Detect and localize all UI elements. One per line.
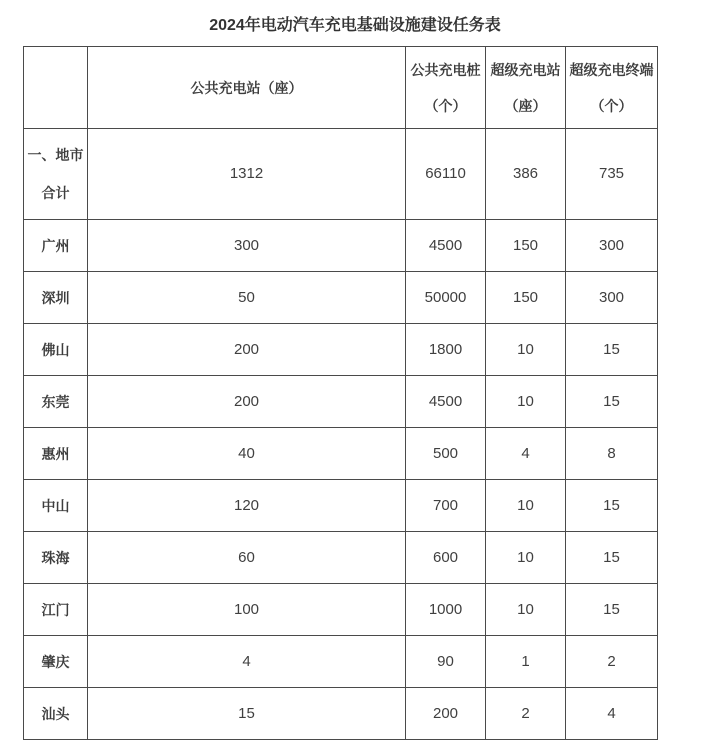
table-row-huizhou [24,428,658,480]
public-piles-value: 200 [406,688,486,740]
table-row-jiangmen [24,584,658,636]
table-row-shenzhen [24,272,658,324]
page-title: 2024年电动汽车充电基础设施建设任务表 [209,17,501,34]
table-header-row [24,47,658,129]
public-piles-value: 90 [406,636,486,688]
public-stations-value: 200 [88,376,406,428]
super-stations-value: 2 [486,688,566,740]
row-label: 江门 [24,584,88,636]
row-label: 一、地市合计 [24,129,88,220]
table-row-zhaoqing [24,636,658,688]
super-terminals-value: 735 [566,129,658,220]
header-super-terminal-unit: （个） [590,97,633,114]
super-stations-value: 1 [486,636,566,688]
public-piles-value: 66110 [406,129,486,220]
public-stations-value: 1312 [88,129,406,220]
row-label: 肇庆 [24,636,88,688]
public-piles-value: 1800 [406,324,486,376]
super-terminals-value: 4 [566,688,658,740]
super-stations-value: 150 [486,272,566,324]
public-stations-value: 60 [88,532,406,584]
table-row-total [24,129,658,220]
header-public-pile-label: 公共充电桩 [410,61,481,78]
super-stations-value: 10 [486,584,566,636]
public-stations-value: 50 [88,272,406,324]
public-stations-value: 40 [88,428,406,480]
super-terminals-value: 8 [566,428,658,480]
row-label: 广州 [24,220,88,272]
public-stations-value: 300 [88,220,406,272]
super-stations-value: 150 [486,220,566,272]
row-label: 东莞 [24,376,88,428]
super-terminals-value: 300 [566,220,658,272]
header-super-station [486,47,566,129]
super-terminals-value: 15 [566,376,658,428]
row-label: 深圳 [24,272,88,324]
public-stations-value: 100 [88,584,406,636]
public-piles-value: 4500 [406,220,486,272]
table-row-zhongshan [24,480,658,532]
super-terminals-value: 300 [566,272,658,324]
super-stations-value: 4 [486,428,566,480]
header-row-label-cell [24,47,88,129]
super-terminals-value: 2 [566,636,658,688]
table-row-dongguan [24,376,658,428]
header-public-pile [406,47,486,129]
header-super-terminal-label: 超级充电终端 [569,61,654,78]
super-terminals-value: 15 [566,324,658,376]
table-row-guangzhou [24,220,658,272]
public-piles-value: 4500 [406,376,486,428]
public-piles-value: 600 [406,532,486,584]
public-stations-value: 120 [88,480,406,532]
header-public-station: 公共充电站（座） [88,47,406,129]
public-piles-value: 1000 [406,584,486,636]
table-row-zhuhai [24,532,658,584]
row-label: 汕头 [24,688,88,740]
public-piles-value: 700 [406,480,486,532]
super-stations-value: 10 [486,480,566,532]
row-label: 珠海 [24,532,88,584]
super-terminals-value: 15 [566,480,658,532]
header-super-station-unit: （座） [504,97,547,114]
public-piles-value: 500 [406,428,486,480]
super-terminals-value: 15 [566,584,658,636]
header-super-station-label: 超级充电站 [490,61,561,78]
row-label: 中山 [24,480,88,532]
table-row-foshan [24,324,658,376]
public-stations-value: 200 [88,324,406,376]
header-super-terminal [566,47,658,129]
super-stations-value: 10 [486,532,566,584]
public-stations-value: 4 [88,636,406,688]
row-label: 惠州 [24,428,88,480]
charging-task-table [23,46,658,740]
super-terminals-value: 15 [566,532,658,584]
row-label: 佛山 [24,324,88,376]
header-public-pile-unit: （个） [424,97,467,114]
table-row-shantou [24,688,658,740]
super-stations-value: 386 [486,129,566,220]
public-piles-value: 50000 [406,272,486,324]
super-stations-value: 10 [486,376,566,428]
super-stations-value: 10 [486,324,566,376]
public-stations-value: 15 [88,688,406,740]
